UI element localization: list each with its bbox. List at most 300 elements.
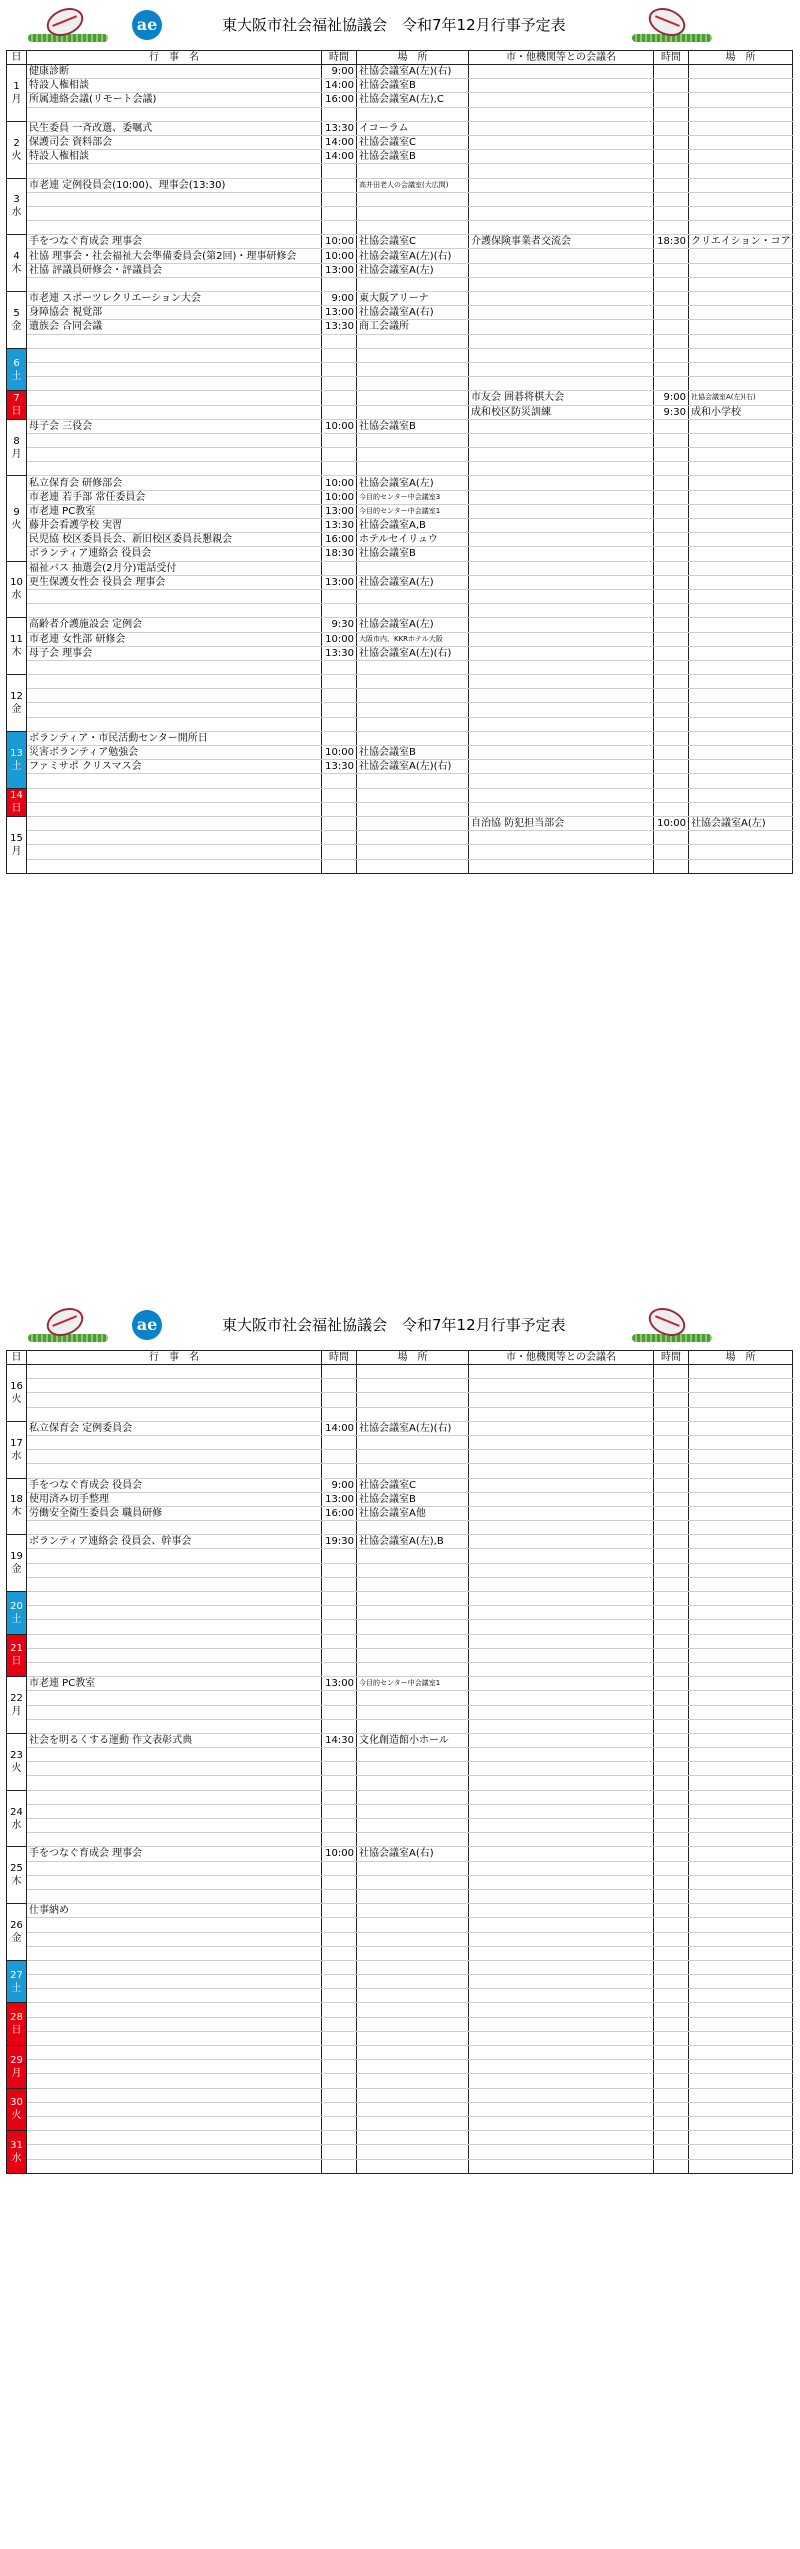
table-row <box>7 746 793 760</box>
external-meeting-time <box>654 1819 689 1833</box>
event-time: 10:00 <box>322 249 357 263</box>
event-name <box>27 2017 322 2031</box>
external-meeting-name <box>469 1506 654 1520</box>
external-meeting-name <box>469 1691 654 1705</box>
external-meeting-time <box>654 1804 689 1818</box>
event-place: 社協会議室A(左) <box>357 618 469 632</box>
day-weekday: 月 <box>11 1706 22 1717</box>
event-time <box>322 675 357 689</box>
event-name <box>27 1762 322 1776</box>
event-place <box>357 1464 469 1478</box>
day-cell <box>7 65 27 122</box>
event-name: 遺族会 合同会議 <box>27 320 322 334</box>
external-meeting-time <box>654 1648 689 1662</box>
external-meeting-name <box>469 93 654 107</box>
external-meeting-place <box>689 1648 793 1662</box>
external-meeting-place <box>689 703 793 717</box>
event-place: 社協会議室C <box>357 1478 469 1492</box>
page-header <box>0 0 800 48</box>
event-name <box>27 1804 322 1818</box>
external-meeting-time <box>654 164 689 178</box>
event-place <box>357 2116 469 2130</box>
table-row <box>7 1677 793 1691</box>
event-time <box>322 178 357 192</box>
event-time <box>322 221 357 235</box>
col-header-time: 時間 <box>322 51 357 65</box>
day-cell <box>7 1478 27 1535</box>
external-meeting-place <box>689 547 793 561</box>
event-name <box>27 1960 322 1974</box>
external-meeting-name <box>469 1904 654 1918</box>
external-meeting-place <box>689 1989 793 2003</box>
external-meeting-time <box>654 1634 689 1648</box>
table-row <box>7 2088 793 2102</box>
external-meeting-time <box>654 1450 689 1464</box>
external-meeting-name <box>469 504 654 518</box>
external-meeting-place <box>689 1577 793 1591</box>
table-row <box>7 845 793 859</box>
external-meeting-name <box>469 1790 654 1804</box>
event-time: 14:00 <box>322 150 357 164</box>
table-row <box>7 490 793 504</box>
event-time <box>322 1634 357 1648</box>
event-place <box>357 1450 469 1464</box>
event-name <box>27 377 322 391</box>
external-meeting-name <box>469 1748 654 1762</box>
day-number: 19 <box>10 1551 23 1563</box>
table-row <box>7 249 793 263</box>
event-place <box>357 774 469 788</box>
external-meeting-time <box>654 1620 689 1634</box>
event-name <box>27 589 322 603</box>
event-place <box>357 1634 469 1648</box>
event-place <box>357 206 469 220</box>
table-row <box>7 831 793 845</box>
event-time <box>322 334 357 348</box>
day-number: 27 <box>10 1969 23 1981</box>
external-meeting-time <box>654 2131 689 2145</box>
external-meeting-time <box>654 79 689 93</box>
external-meeting-place <box>689 2088 793 2102</box>
event-place <box>357 462 469 476</box>
external-meeting-name <box>469 788 654 802</box>
event-place: 社協会議室A(左) <box>357 575 469 589</box>
event-place <box>357 1932 469 1946</box>
external-meeting-time <box>654 1960 689 1974</box>
event-name <box>27 1975 322 1989</box>
table-row <box>7 504 793 518</box>
external-meeting-name <box>469 1932 654 1946</box>
event-time <box>322 1889 357 1903</box>
event-name <box>27 1407 322 1421</box>
external-meeting-time <box>654 1904 689 1918</box>
event-time <box>322 348 357 362</box>
day-number: 9 <box>13 506 20 518</box>
event-place <box>357 164 469 178</box>
table-row <box>7 2102 793 2116</box>
external-meeting-name <box>469 1592 654 1606</box>
external-meeting-name <box>469 1975 654 1989</box>
event-name <box>27 2088 322 2102</box>
table-row <box>7 533 793 547</box>
external-meeting-place <box>689 689 793 703</box>
day-weekday: 火 <box>11 150 22 162</box>
table-row <box>7 802 793 816</box>
col-header-external-place: 場 所 <box>689 1351 793 1365</box>
table-row <box>7 2046 793 2060</box>
day-number: 20 <box>10 1600 23 1612</box>
day-weekday: 火 <box>11 2110 22 2122</box>
table-row <box>7 1421 793 1435</box>
external-meeting-place <box>689 1407 793 1421</box>
external-meeting-place <box>689 320 793 334</box>
event-place <box>357 1435 469 1449</box>
event-name <box>27 717 322 731</box>
table-row <box>7 348 793 362</box>
day-weekday: 月 <box>11 448 22 460</box>
col-header-day: 日 <box>7 1351 27 1365</box>
external-meeting-name <box>469 306 654 320</box>
day-cell <box>7 1592 27 1635</box>
external-meeting-name <box>469 1620 654 1634</box>
external-meeting-time: 9:30 <box>654 405 689 419</box>
external-meeting-place <box>689 277 793 291</box>
event-place <box>357 731 469 745</box>
event-time <box>322 1620 357 1634</box>
event-time <box>322 1407 357 1421</box>
event-place <box>357 405 469 419</box>
page-title: 東大阪市社会福祉協議会 令和7年12月行事予定表 <box>222 16 566 34</box>
external-meeting-place <box>689 604 793 618</box>
event-name: 社協 理事会・社会福祉大会準備委員会(第2回)・理事研修会 <box>27 249 322 263</box>
event-time <box>322 2131 357 2145</box>
col-header-place: 場 所 <box>357 51 469 65</box>
external-meeting-name <box>469 164 654 178</box>
external-meeting-time <box>654 1762 689 1776</box>
event-name <box>27 391 322 405</box>
day-number: 25 <box>10 1863 23 1875</box>
event-time <box>322 816 357 830</box>
col-header-external-time: 時間 <box>654 1351 689 1365</box>
table-row <box>7 405 793 419</box>
external-meeting-time <box>654 760 689 774</box>
table-row <box>7 717 793 731</box>
event-place <box>357 448 469 462</box>
event-time <box>322 1975 357 1989</box>
event-time <box>322 1606 357 1620</box>
table-row <box>7 292 793 306</box>
event-time <box>322 689 357 703</box>
external-meeting-time <box>654 121 689 135</box>
external-meeting-place <box>689 249 793 263</box>
external-meeting-time <box>654 660 689 674</box>
table-header-row <box>7 1351 793 1365</box>
table-row <box>7 1450 793 1464</box>
external-meeting-time: 9:00 <box>654 391 689 405</box>
external-meeting-name <box>469 675 654 689</box>
event-time: 10:00 <box>322 476 357 490</box>
external-meeting-time <box>654 1932 689 1946</box>
event-time: 14:00 <box>322 1421 357 1435</box>
day-number: 5 <box>13 307 20 319</box>
external-meeting-time <box>654 377 689 391</box>
table-row <box>7 1521 793 1535</box>
day-weekday: 土 <box>11 760 22 772</box>
event-place <box>357 2031 469 2045</box>
day-cell <box>7 1365 27 1422</box>
day-number: 30 <box>10 2097 23 2109</box>
day-cell <box>7 476 27 561</box>
external-meeting-time <box>654 547 689 561</box>
col-header-event: 行 事 名 <box>27 1351 322 1365</box>
day-number: 13 <box>10 747 23 759</box>
external-meeting-place <box>689 1975 793 1989</box>
event-place <box>357 802 469 816</box>
event-time <box>322 1379 357 1393</box>
event-name <box>27 859 322 873</box>
external-meeting-place <box>689 292 793 306</box>
table-row <box>7 1393 793 1407</box>
event-name <box>27 1563 322 1577</box>
schedule-body <box>7 1365 793 2174</box>
event-place <box>357 1790 469 1804</box>
event-name: 市老連 若手部 常任委員会 <box>27 490 322 504</box>
external-meeting-name <box>469 476 654 490</box>
external-meeting-place <box>689 760 793 774</box>
external-meeting-place <box>689 135 793 149</box>
event-name: ファミサポ クリスマス会 <box>27 760 322 774</box>
external-meeting-time <box>654 1776 689 1790</box>
event-name <box>27 2102 322 2116</box>
event-name <box>27 1662 322 1676</box>
table-row <box>7 1790 793 1804</box>
event-place <box>357 1776 469 1790</box>
external-meeting-time <box>654 1733 689 1747</box>
event-name <box>27 2031 322 2045</box>
event-time: 9:30 <box>322 618 357 632</box>
external-meeting-time <box>654 1393 689 1407</box>
event-place <box>357 107 469 121</box>
table-row <box>7 689 793 703</box>
table-row <box>7 1904 793 1918</box>
event-time <box>322 802 357 816</box>
table-row <box>7 362 793 376</box>
event-time: 10:00 <box>322 419 357 433</box>
event-name: 市老連 スポーツレクリエーション大会 <box>27 292 322 306</box>
event-time <box>322 1592 357 1606</box>
table-row <box>7 1804 793 1818</box>
event-time <box>322 1918 357 1932</box>
external-meeting-place <box>689 2145 793 2159</box>
event-name: 手をつなぐ育成会 役員会 <box>27 1478 322 1492</box>
event-place: 文化創造館小ホール <box>357 1733 469 1747</box>
table-row <box>7 1478 793 1492</box>
event-time <box>322 1776 357 1790</box>
event-place <box>357 1549 469 1563</box>
event-name: 所属連絡会議(リモート会議) <box>27 93 322 107</box>
event-name <box>27 1435 322 1449</box>
external-meeting-time: 18:30 <box>654 235 689 249</box>
external-meeting-time <box>654 1833 689 1847</box>
event-name: ボランティア連絡会 役員会 <box>27 547 322 561</box>
event-place <box>357 717 469 731</box>
external-meeting-place <box>689 121 793 135</box>
event-name <box>27 1861 322 1875</box>
table-row <box>7 575 793 589</box>
event-name: 使用済み切手整理 <box>27 1492 322 1506</box>
external-meeting-place <box>689 774 793 788</box>
event-name <box>27 802 322 816</box>
day-number: 12 <box>10 690 23 702</box>
event-time: 13:00 <box>322 1677 357 1691</box>
event-time <box>322 277 357 291</box>
event-time <box>322 2159 357 2173</box>
col-header-place: 場 所 <box>357 1351 469 1365</box>
external-meeting-place <box>689 1932 793 1946</box>
day-weekday: 水 <box>11 1819 22 1831</box>
event-name: 母子会 三役会 <box>27 419 322 433</box>
event-name <box>27 2046 322 2060</box>
external-meeting-place <box>689 1904 793 1918</box>
event-place <box>357 1691 469 1705</box>
external-meeting-time <box>654 1677 689 1691</box>
external-meeting-time <box>654 1662 689 1676</box>
event-place <box>357 1407 469 1421</box>
event-place <box>357 1861 469 1875</box>
external-meeting-name <box>469 448 654 462</box>
external-meeting-place <box>689 490 793 504</box>
event-place <box>357 1719 469 1733</box>
external-meeting-time <box>654 1790 689 1804</box>
external-meeting-place <box>689 859 793 873</box>
table-row <box>7 1918 793 1932</box>
external-meeting-name <box>469 1677 654 1691</box>
event-place <box>357 2102 469 2116</box>
table-row <box>7 1889 793 1903</box>
event-name <box>27 703 322 717</box>
table-row <box>7 1691 793 1705</box>
external-meeting-place <box>689 93 793 107</box>
table-row <box>7 1875 793 1889</box>
external-meeting-time <box>654 107 689 121</box>
event-name: 仕事納め <box>27 1904 322 1918</box>
event-time: 9:00 <box>322 65 357 79</box>
table-row <box>7 1563 793 1577</box>
table-row <box>7 760 793 774</box>
external-meeting-time <box>654 675 689 689</box>
event-time <box>322 2060 357 2074</box>
col-header-external-time: 時間 <box>654 51 689 65</box>
day-weekday: 月 <box>11 93 22 105</box>
day-number: 3 <box>13 194 20 206</box>
event-time <box>322 1833 357 1847</box>
table-row <box>7 334 793 348</box>
external-meeting-place <box>689 1393 793 1407</box>
table-row <box>7 65 793 79</box>
day-cell <box>7 2003 27 2046</box>
external-meeting-place <box>689 1804 793 1818</box>
table-row <box>7 660 793 674</box>
external-meeting-name <box>469 731 654 745</box>
table-row <box>7 306 793 320</box>
external-meeting-name <box>469 2031 654 2045</box>
day-cell <box>7 121 27 178</box>
event-time <box>322 1875 357 1889</box>
day-number: 15 <box>10 832 23 844</box>
event-name: 私立保育会 定例委員会 <box>27 1421 322 1435</box>
external-meeting-time <box>654 689 689 703</box>
event-name <box>27 2003 322 2017</box>
external-meeting-time <box>654 717 689 731</box>
external-meeting-name <box>469 1521 654 1535</box>
external-meeting-time <box>654 433 689 447</box>
day-cell <box>7 618 27 675</box>
event-time <box>322 2003 357 2017</box>
table-row <box>7 589 793 603</box>
event-time: 13:00 <box>322 1492 357 1506</box>
day-number: 6 <box>13 357 20 369</box>
event-name: 母子会 理事会 <box>27 646 322 660</box>
event-name <box>27 1875 322 1889</box>
event-time <box>322 391 357 405</box>
event-name <box>27 1620 322 1634</box>
external-meeting-place <box>689 1478 793 1492</box>
event-place <box>357 1875 469 1889</box>
event-time: 9:00 <box>322 292 357 306</box>
event-name <box>27 845 322 859</box>
day-number: 16 <box>10 1380 23 1392</box>
external-meeting-time <box>654 774 689 788</box>
event-name <box>27 362 322 376</box>
logo: ae <box>132 1310 162 1340</box>
event-time <box>322 2145 357 2159</box>
event-time <box>322 1577 357 1591</box>
event-time: 16:00 <box>322 1506 357 1520</box>
table-row <box>7 178 793 192</box>
event-time: 13:30 <box>322 760 357 774</box>
event-time: 10:00 <box>322 746 357 760</box>
day-weekday: 木 <box>11 647 22 659</box>
event-name: 社会を明るくする運動 作文表彰式典 <box>27 1733 322 1747</box>
external-meeting-place <box>689 1379 793 1393</box>
event-time <box>322 2116 357 2130</box>
event-name <box>27 1577 322 1591</box>
external-meeting-place <box>689 206 793 220</box>
external-meeting-place: クリエイション・コア <box>689 235 793 249</box>
event-place: 社協会議室A(左),B <box>357 1535 469 1549</box>
table-row <box>7 206 793 220</box>
external-meeting-time <box>654 1719 689 1733</box>
external-meeting-name <box>469 462 654 476</box>
external-meeting-name <box>469 292 654 306</box>
event-name <box>27 107 322 121</box>
table-row <box>7 1535 793 1549</box>
schedule-page-2 <box>0 1300 800 2164</box>
event-place: 社協会議室A(左) <box>357 263 469 277</box>
event-name: 高齢者介護施設会 定例会 <box>27 618 322 632</box>
table-row <box>7 788 793 802</box>
event-time <box>322 1946 357 1960</box>
schedule-table <box>6 1350 793 2174</box>
external-meeting-name <box>469 1875 654 1889</box>
event-place: 社協会議室B <box>357 79 469 93</box>
external-meeting-place <box>689 334 793 348</box>
external-meeting-place <box>689 2031 793 2045</box>
event-place <box>357 2060 469 2074</box>
external-meeting-place <box>689 660 793 674</box>
day-weekday: 火 <box>11 1393 22 1405</box>
table-row <box>7 1705 793 1719</box>
